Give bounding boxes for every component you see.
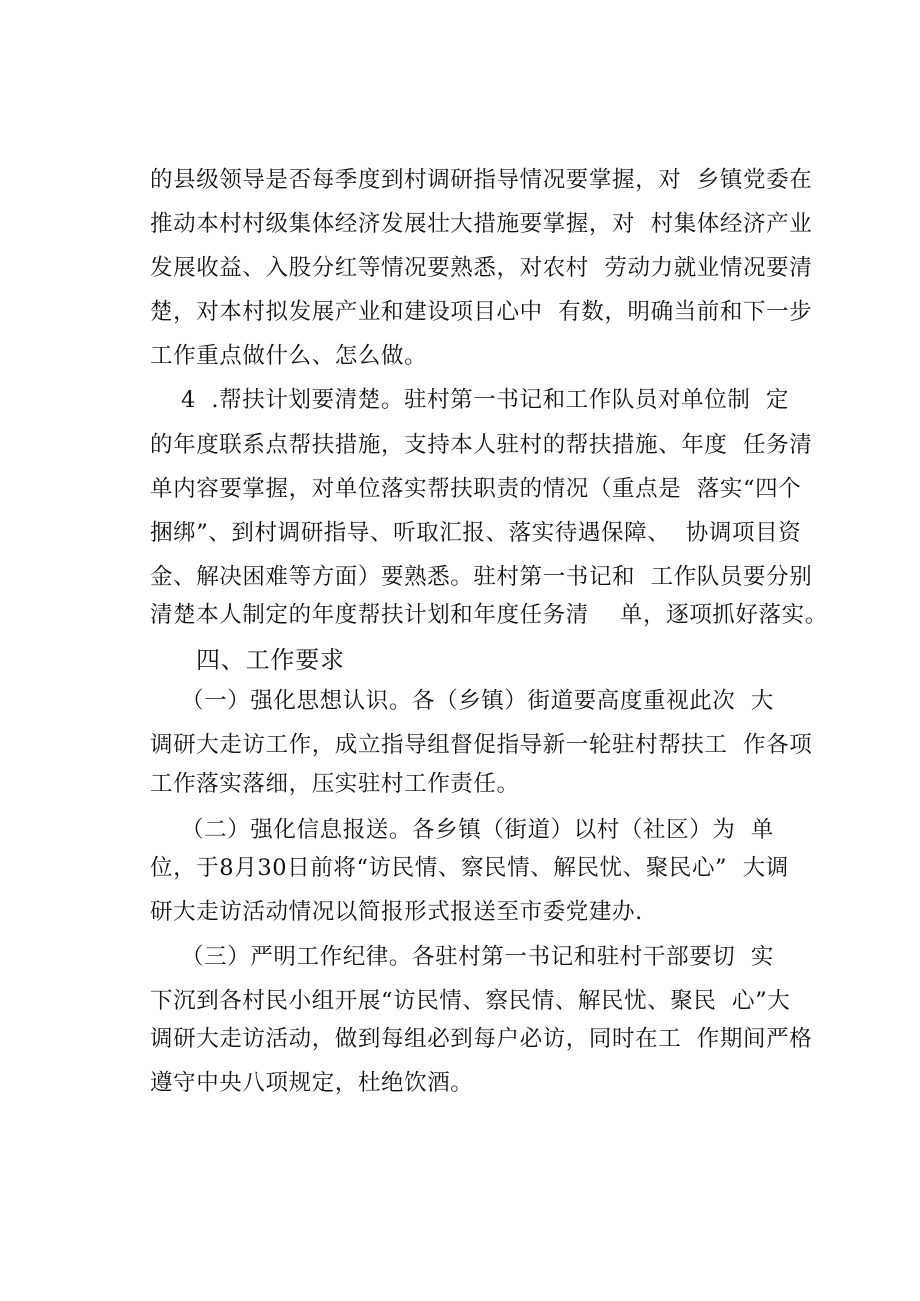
body-line-21: 遵守中央八项规定，杜绝饮酒。 (150, 1070, 474, 1096)
body-line-18: （三）严明工作纪律。各驻村第一书记和驻村干部要切 实 (150, 944, 775, 970)
body-line-13: 调研大走访工作，成立指导组督促指导新一轮驻村帮扶工 作各项 (150, 732, 813, 758)
body-line-10: 金、解决困难等方面）要熟悉。驻村第一书记和 工作队员要分别 (150, 564, 813, 590)
body-line-17: 研大走访活动情况以简报形式报送至市委党建办. (150, 899, 643, 925)
body-line-15: （二）强化信息报送。各乡镇（街道）以村（社区）为 单 (150, 817, 775, 843)
body-line-9: 捆绑”、到村调研指导、听取汇报、落实待遇保障、 协调项目资 (150, 520, 802, 546)
body-line-7: 的年度联系点帮扶措施，支持本人驻村的帮扶措施、年度 任务清 (150, 432, 813, 458)
body-line-5: 工作重点做什么、怎么做。 (150, 343, 428, 369)
body-line-6: 4 .帮扶计划要清楚。驻村第一书记和工作队员对单位制 定 (150, 387, 790, 413)
body-line-14: 工作落实落细，压实驻村工作责任。 (150, 771, 520, 797)
body-line-11: 清楚本人制定的年度帮扶计划和年度任务清 单，逐项抓好落实。 (150, 602, 828, 628)
body-line-1: 的县级领导是否每季度到村调研指导情况要掌握，对 乡镇党委在 (150, 167, 813, 193)
body-line-16: 位，于8月30日前将“访民情、察民情、解民忧、聚民心” 大调 (150, 855, 789, 881)
section-heading: 四、工作要求 (196, 646, 345, 674)
body-line-8: 单内容要掌握，对单位落实帮扶职责的情况（重点是 落实“四个 (150, 476, 802, 502)
body-line-4: 楚，对本村拟发展产业和建设项目心中 有数，明确当前和下一步 (150, 299, 813, 325)
body-line-20: 调研大走访活动，做到每组必到每户必访，同时在工 作期间严格 (150, 1026, 813, 1052)
body-line-12: （一）强化思想认识。各（乡镇）街道要高度重视此次 大 (150, 688, 775, 714)
body-line-3: 发展收益、入股分红等情况要熟悉，对农村 劳动力就业情况要清 (150, 255, 813, 281)
body-line-2: 推动本村村级集体经济发展壮大措施要掌握，对 村集体经济产业 (150, 211, 813, 237)
body-line-19: 下沉到各村民小组开展“访民情、察民情、解民忧、聚民 心”大 (150, 988, 791, 1014)
